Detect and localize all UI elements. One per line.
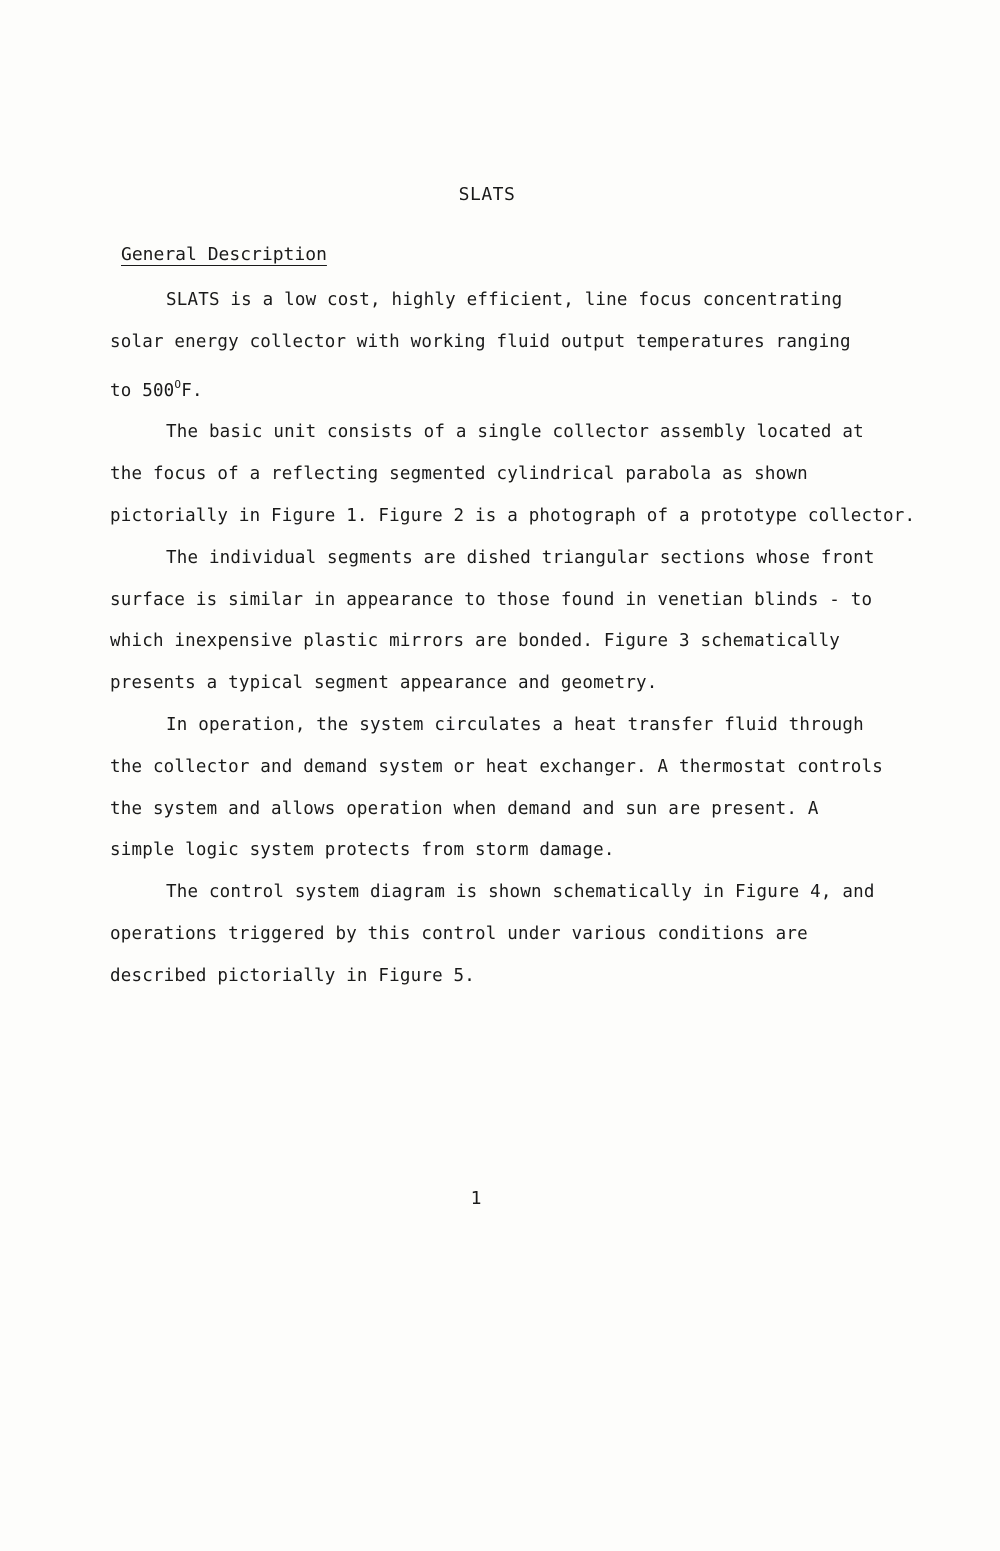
text-line: The individual segments are dished triangular sections whose front [166,547,875,568]
text-line: presents a typical segment appearance and geometry. [110,673,658,694]
text-line: the system and allows operation when demand and sun are present. A [110,798,819,819]
page-title: SLATS [458,184,516,205]
body-text [110,280,916,998]
text-line: pictorially in Figure 1. Figure 2 is a photograph of a prototype collector. [110,505,916,526]
text-line: operations triggered by this control under various conditions are [110,923,808,944]
text-line: which inexpensive plastic mirrors are bonded. Figure 3 schematically [110,631,841,652]
section-heading: General Description [121,244,327,265]
text-line: the collector and demand system or heat exchanger. A thermostat controls [110,756,883,777]
paragraph-5 [110,872,910,997]
page-number: 1 [470,1188,482,1209]
degree-superscript: O [174,377,182,391]
text-line: simple logic system protects from storm damage. [110,840,615,861]
temperature-suffix: F. [181,380,203,401]
text-line: surface is similar in appearance to those found in venetian blinds - to [110,589,873,610]
text-line: the focus of a reflecting segmented cylindrical parabola as shown [110,464,808,485]
paragraph-1 [110,280,910,412]
text-line: The control system diagram is shown schematically in Figure 4, and [166,882,875,903]
text-line: SLATS is a low cost, highly efficient, line focus concentrating [166,290,843,310]
paragraph-2 [110,412,916,537]
text-line: solar energy collector with working fluid output temperatures ranging [110,331,851,352]
paragraph-4 [110,705,910,872]
text-line: In operation, the system circulates a heat transfer fluid through [166,714,864,735]
temperature-prefix: to 500 [110,380,175,401]
text-line: The basic unit consists of a single collector assembly located at [166,422,864,443]
text-line [110,364,910,413]
paragraph-3 [110,538,910,705]
text-line: described pictorially in Figure 5. [110,965,476,986]
